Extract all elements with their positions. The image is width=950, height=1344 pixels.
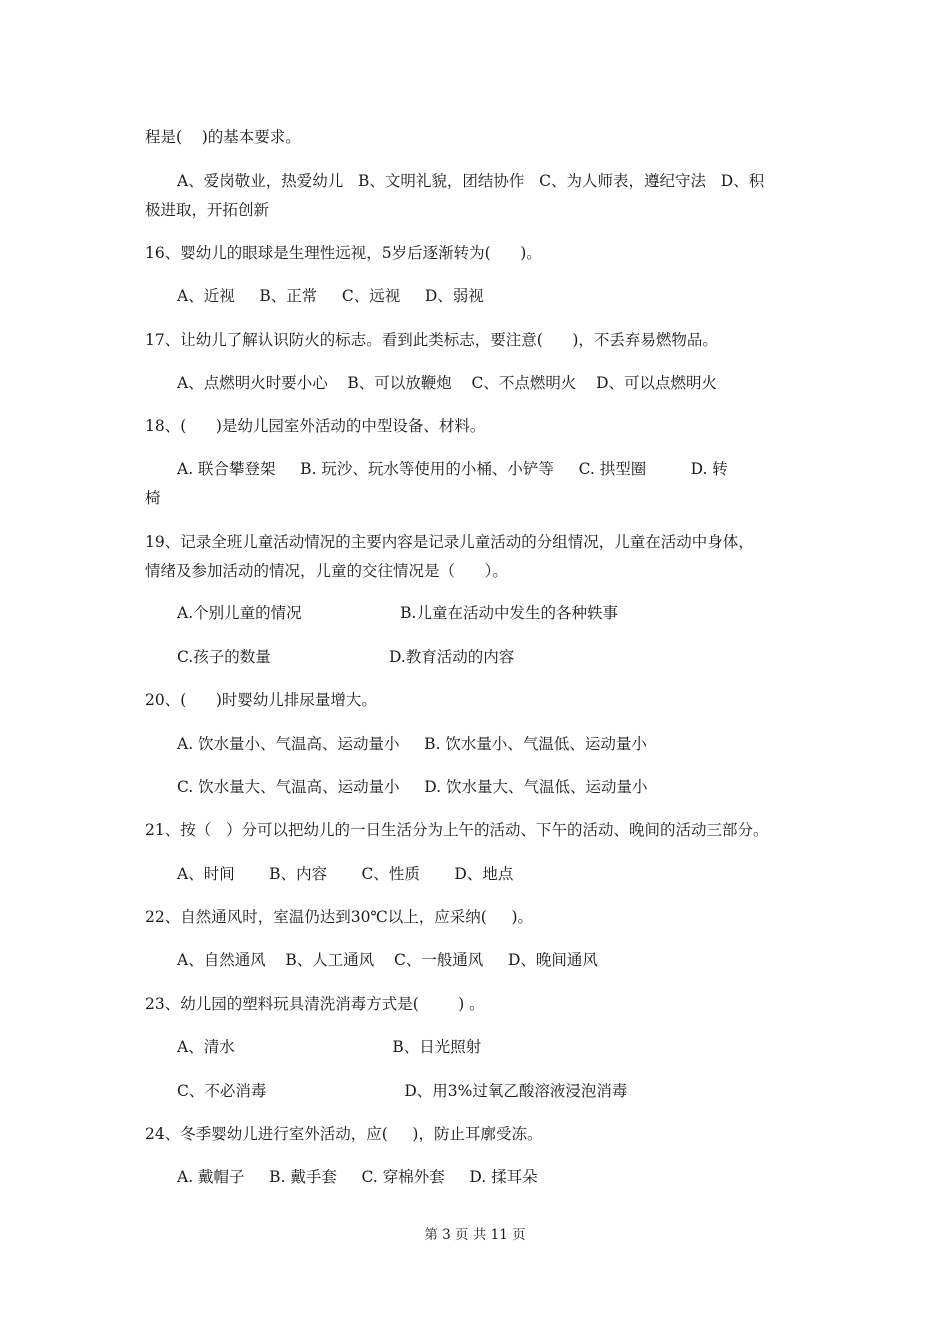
q17-stem: 17、让幼儿了解认识防火的标志。看到此类标志，要注意( )，不丢弃易燃物品。 [145,331,718,349]
q21-options: A、时间 B、内容 C、性质 D、地点 [177,865,514,883]
q23-options-row2: C、不必消毒 D、用3%过氧乙酸溶液浸泡消毒 [177,1082,628,1100]
q21-stem: 21、按（ ）分可以把幼儿的一日生活分为上午的活动、下午的活动、晚间的活动三部分。 [145,821,769,839]
q22-options: A、自然通风 B、人工通风 C、一般通风 D、晚间通风 [177,951,598,969]
q23-options-row1: A、清水 B、日光照射 [177,1038,482,1056]
q19-options-row1: A.个别儿童的情况 B.儿童在活动中发生的各种轶事 [177,604,618,622]
q15-options-line1: A、爱岗敬业，热爱幼儿 B、文明礼貌，团结协作 C、为人师表，遵纪守法 D、积 [177,172,765,190]
q23-stem: 23、幼儿园的塑料玩具清洗消毒方式是( ) 。 [145,995,485,1013]
q19-stem-line1: 19、记录全班儿童活动情况的主要内容是记录儿童活动的分组情况，儿童在活动中身体， [145,533,754,551]
q20-options-row1: A. 饮水量小、气温高、运动量小 B. 饮水量小、气温低、运动量小 [177,735,647,753]
q22-stem: 22、自然通风时，室温仍达到30℃以上，应采纳( )。 [145,908,534,926]
q18-options-line2: 椅 [145,489,161,507]
q15-stem-continued: 程是( )的基本要求。 [145,128,301,146]
page-footer: 第 3 页 共 11 页 [424,1227,526,1243]
q20-options-row2: C. 饮水量大、气温高、运动量小 D. 饮水量大、气温低、运动量小 [177,778,648,796]
q15-options-line2: 极进取，开拓创新 [145,201,270,219]
q18-options-line1: A. 联合攀登架 B. 玩沙、玩水等使用的小桶、小铲等 C. 拱型圈 D. 转 [177,460,728,478]
q16-options: A、近视 B、正常 C、远视 D、弱视 [177,287,484,305]
q24-stem: 24、冬季婴幼儿进行室外活动，应( )，防止耳廓受冻。 [145,1125,543,1143]
q24-options: A. 戴帽子 B. 戴手套 C. 穿棉外套 D. 揉耳朵 [177,1168,538,1186]
q16-stem: 16、婴幼儿的眼球是生理性远视，5岁后逐渐转为( )。 [145,244,542,262]
q19-options-row2: C.孩子的数量 D.教育活动的内容 [177,648,515,666]
q17-options: A、点燃明火时要小心 B、可以放鞭炮 C、不点燃明火 D、可以点燃明火 [177,374,717,392]
q19-stem-line2: 情绪及参加活动的情况，儿童的交往情况是（ ）。 [145,562,508,580]
q20-stem: 20、( )时婴幼儿排尿量增大。 [145,691,377,709]
q18-stem: 18、( )是幼儿园室外活动的中型设备、材料。 [145,417,486,435]
